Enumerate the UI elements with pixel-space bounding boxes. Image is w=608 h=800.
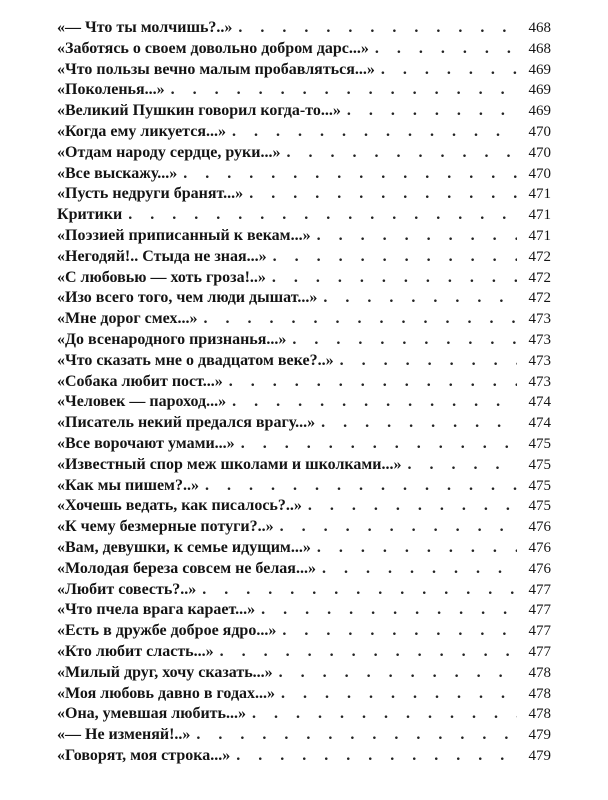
toc-entry-page-number: 473 xyxy=(528,331,551,348)
toc-entry xyxy=(57,705,551,726)
dot-leader xyxy=(281,685,517,703)
toc-entry-title: «Все ворочают умами...» xyxy=(57,434,235,452)
dot-leader xyxy=(232,393,517,411)
toc-entry-page-number: 472 xyxy=(528,290,551,307)
toc-entry-title: «Пусть недруги бранят...» xyxy=(57,185,244,203)
toc-entry xyxy=(57,622,551,643)
toc-entry xyxy=(57,414,551,435)
toc-entry-title: «Как мы пишем?..» xyxy=(57,476,199,494)
dot-leader xyxy=(308,497,517,515)
dot-leader xyxy=(220,643,517,661)
dot-leader xyxy=(249,185,517,203)
toc-entry-page-number: 472 xyxy=(528,269,551,286)
toc-entry-page-number: 470 xyxy=(528,165,551,182)
dot-leader xyxy=(323,289,517,307)
toc-entry xyxy=(57,747,551,768)
toc-entry-title: «Поколенья...» xyxy=(57,81,165,99)
toc-entry-title: «До всенародного признанья...» xyxy=(57,330,287,348)
dot-leader xyxy=(205,477,517,495)
toc-entry-page-number: 473 xyxy=(528,352,551,369)
toc-entry-page-number: 475 xyxy=(528,456,551,473)
toc-entry-page-number: 470 xyxy=(528,123,551,140)
dot-leader xyxy=(183,165,517,183)
dot-leader xyxy=(317,539,517,557)
dot-leader xyxy=(317,227,517,245)
toc-entry xyxy=(57,581,551,602)
dot-leader xyxy=(321,414,517,432)
toc-entry xyxy=(57,726,551,747)
toc-entry xyxy=(57,518,551,539)
toc-entry xyxy=(57,456,551,477)
toc-entry xyxy=(57,352,551,373)
toc-entry-page-number: 470 xyxy=(528,144,551,161)
toc-entry xyxy=(57,477,551,498)
toc-entry xyxy=(57,664,551,685)
dot-leader xyxy=(286,144,517,162)
dot-leader xyxy=(128,206,517,224)
toc-entry-title: «Известный спор меж школами и школками...» xyxy=(57,455,402,473)
toc-entry xyxy=(57,643,551,664)
toc-entry-page-number: 478 xyxy=(528,685,551,702)
toc-entry-page-number: 479 xyxy=(528,727,551,744)
dot-leader xyxy=(232,123,517,141)
toc-entry-page-number: 471 xyxy=(528,186,551,203)
toc-entry-page-number: 476 xyxy=(528,560,551,577)
toc-entry-title: «— Что ты молчишь?..» xyxy=(57,19,233,36)
toc-entry-title: Критики xyxy=(57,206,123,224)
toc-entry-page-number: 478 xyxy=(528,706,551,723)
toc-entry xyxy=(57,185,551,206)
toc-entry-title: «Есть в дружбе доброе ядро...» xyxy=(57,622,277,640)
toc-entry-title: «Изо всего того, чем люди дышат...» xyxy=(57,289,318,307)
dot-leader xyxy=(279,664,517,682)
toc-entry-page-number: 475 xyxy=(528,477,551,494)
toc-entry xyxy=(57,331,551,352)
toc-entry xyxy=(57,40,551,61)
toc-entry-title: «Все выскажу...» xyxy=(57,164,178,182)
dot-leader xyxy=(381,61,517,79)
toc-entry xyxy=(57,123,551,144)
toc-entry-page-number: 468 xyxy=(528,40,551,57)
dot-leader xyxy=(241,435,517,453)
toc-entry xyxy=(57,81,551,102)
dot-leader xyxy=(375,40,517,58)
toc-entry-page-number: 477 xyxy=(528,602,551,619)
toc-entry xyxy=(57,227,551,248)
dot-leader xyxy=(322,560,517,578)
toc-entry-title: «Отдам народу сердце, руки...» xyxy=(57,143,281,161)
toc-entry-title: «К чему безмерные потуги?..» xyxy=(57,518,274,536)
dot-leader xyxy=(292,331,517,349)
dot-leader xyxy=(282,622,517,640)
dot-leader xyxy=(261,601,517,619)
toc-entry xyxy=(57,102,551,123)
toc-entry-page-number: 479 xyxy=(528,747,551,764)
dot-leader xyxy=(238,19,517,37)
toc-entry xyxy=(57,393,551,414)
toc-entry-page-number: 477 xyxy=(528,623,551,640)
toc-entry-page-number: 476 xyxy=(528,519,551,536)
toc-entry-page-number: 469 xyxy=(528,82,551,99)
toc-entry-title: «Молодая береза совсем не белая...» xyxy=(57,559,316,577)
toc-entry-title: «Когда ему ликуется...» xyxy=(57,122,226,140)
toc-entry-title: «Кто любит сласть...» xyxy=(57,642,214,660)
toc-entry xyxy=(57,601,551,622)
dot-leader xyxy=(273,248,517,266)
toc-entry-page-number: 475 xyxy=(528,498,551,515)
toc-entry-title: «Собака любит пост...» xyxy=(57,372,223,390)
toc-entry xyxy=(57,165,551,186)
toc-entry-title: «Поэзией приписанный к векам...» xyxy=(57,226,311,244)
dot-leader xyxy=(171,81,517,99)
toc-entry xyxy=(57,289,551,310)
toc-entry-page-number: 473 xyxy=(528,373,551,390)
toc-entry-title: «Она, умевшая любить...» xyxy=(57,705,246,723)
toc-entry-title: «Моя любовь давно в годах...» xyxy=(57,684,276,702)
toc-entry-page-number: 471 xyxy=(528,227,551,244)
toc-entry-title: «Негодяй!.. Стыда не зная...» xyxy=(57,247,267,265)
toc-entry-title: «Мне дорог смех...» xyxy=(57,310,198,328)
toc-entry xyxy=(57,539,551,560)
toc-entry-title: «Человек — пароход...» xyxy=(57,393,227,411)
toc-entry-page-number: 471 xyxy=(528,207,551,224)
dot-leader xyxy=(236,747,517,765)
toc-entry-title: «Любит совесть?..» xyxy=(57,580,197,598)
toc-entry-page-number: 469 xyxy=(528,61,551,78)
toc-entry-title: «Хочешь ведать, как писалось?..» xyxy=(57,497,302,515)
toc-entry-title: «— Не изменяй!..» xyxy=(57,726,191,744)
toc-entry-page-number: 472 xyxy=(528,248,551,265)
dot-leader xyxy=(272,269,517,287)
toc-entry-page-number: 474 xyxy=(528,415,551,432)
toc-entry-page-number: 474 xyxy=(528,394,551,411)
toc-entry-title: «Говорят, моя строка...» xyxy=(57,746,231,764)
toc-entry xyxy=(57,19,551,40)
toc-entry-title: «С любовью — хоть гроза!..» xyxy=(57,268,266,286)
toc-entry-title: «Великий Пушкин говорил когда-то...» xyxy=(57,102,341,120)
toc-entry xyxy=(57,685,551,706)
dot-leader xyxy=(408,456,517,474)
toc-entry-page-number: 469 xyxy=(528,103,551,120)
toc-entry xyxy=(57,61,551,82)
toc-entry-title: «Писатель некий предался врагу...» xyxy=(57,414,316,432)
toc-entry-title: «Что пчела врага карает...» xyxy=(57,601,256,619)
dot-leader xyxy=(340,352,517,370)
table-of-contents xyxy=(57,19,551,768)
toc-entry-page-number: 475 xyxy=(528,435,551,452)
toc-entry-title: «Заботясь о своем довольно добром дарс...» xyxy=(57,39,369,57)
dot-leader xyxy=(229,373,517,391)
dot-leader xyxy=(347,102,517,120)
toc-entry-page-number: 477 xyxy=(528,643,551,660)
toc-entry-title: «Вам, девушки, к семье идущим...» xyxy=(57,538,311,556)
dot-leader xyxy=(202,581,517,599)
toc-entry xyxy=(57,497,551,518)
toc-entry xyxy=(57,144,551,165)
toc-entry-page-number: 468 xyxy=(528,20,551,36)
toc-entry xyxy=(57,206,551,227)
toc-entry-title: «Что пользы вечно малым пробавляться...» xyxy=(57,60,375,78)
dot-leader xyxy=(280,518,517,536)
toc-entry-page-number: 478 xyxy=(528,664,551,681)
toc-entry-title: «Милый друг, хочу сказать...» xyxy=(57,663,273,681)
toc-entry-page-number: 476 xyxy=(528,539,551,556)
toc-entry-page-number: 477 xyxy=(528,581,551,598)
dot-leader xyxy=(196,726,517,744)
toc-entry-title: «Что сказать мне о двадцатом веке?..» xyxy=(57,351,334,369)
toc-entry-page-number: 473 xyxy=(528,311,551,328)
toc-entry xyxy=(57,248,551,269)
toc-entry xyxy=(57,560,551,581)
dot-leader xyxy=(252,705,517,723)
toc-entry xyxy=(57,373,551,394)
toc-entry xyxy=(57,269,551,290)
toc-entry xyxy=(57,310,551,331)
dot-leader xyxy=(203,310,517,328)
toc-entry xyxy=(57,435,551,456)
